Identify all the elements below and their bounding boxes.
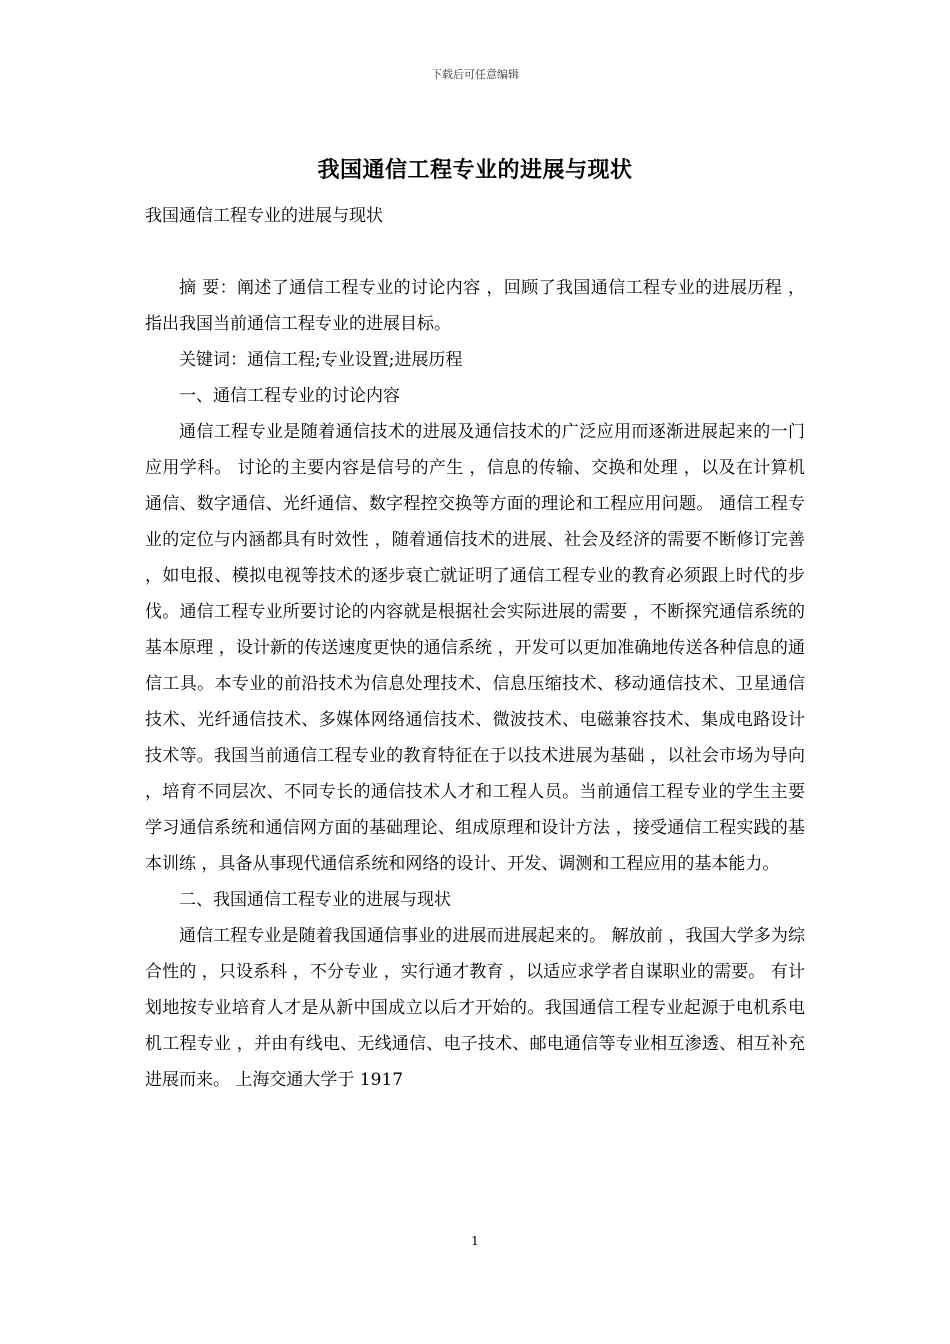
document-subtitle: 我国通信工程专业的进展与现状 [145,206,383,226]
section-2-body: 通信工程专业是随着我国通信事业的进展而进展起来的。 解放前 ，我国大学多为综合性的 ，只设系科 ，不分专业 ，实行通才教育 ，以适应求学者自谋职业的需要。 有计划地按专业培育人才是从新中国成立以后才开始的。我国通信工程专业起源于电机系电机工程专业 ，并由有线电、无线通信、电子技术、邮电通信等专业相互渗透、相互补充进展而来。 上海交通大学于 1917 [145,926,805,1090]
header-note: 下载后可任意编辑 [431,68,519,81]
section-1-heading: 一、通信工程专业的讨论内容 [179,386,400,406]
document-title: 我国通信工程专业的进展与现状 [317,157,633,183]
page-number: 1 [471,1234,479,1248]
keywords-paragraph: 关键词：通信工程;专业设置;进展历程 [179,350,463,370]
section-1-body: 通信工程专业是随着通信技术的进展及通信技术的广泛应用而逐渐进展起来的一门应用学科。 讨论的主要内容是信号的产生 ，信息的传输、交换和处理 ，以及在计算机通信、数字通信、光纤通信、数字程控交换等方面的理论和工程应用问题。 通信工程专业的定位与内涵都具有时效性 ，随着通信技术的进展、社会及经济的需要不断修订完善 ，如电报、模拟电视等技术的逐步衰亡就证明了通信工程专业的教育必须跟上时代的步伐。通信工程专业所要讨论的内容就是根据社会实际进展的需要 ，不断探究通信系统的基本原理 ，设计新的传送速度更快的通信系统 ，开发可以更加准确地传送各种信息的通信工具。本专业的前沿技术为信息处理技术、信息压缩技术、移动通信技术、卫星通信技术、光纤通信技术、多媒体网络通信技术、微波技术、电磁兼容技术、集成电路设计技术等。我国当前通信工程专业的教育特征在于以技术进展为基础 ，以社会市场为导向 ，培育不同层次、不同专长的通信技术人才和工程人员。当前通信工程专业的学生主要学习通信系统和通信网方面的基础理论、组成原理和设计方法 ，接受通信工程实践的基本训练 ，具备从事现代通信系统和网络的设计、开发、调测和工程应用的基本能力。 [145,422,805,874]
document-body [145,270,805,1098]
section-2-heading: 二、我国通信工程专业的进展与现状 [179,890,451,910]
abstract-paragraph: 摘 要：阐述了通信工程专业的讨论内容 ，回顾了我国通信工程专业的进展历程 ，指出我国当前通信工程专业的进展目标。 [145,278,805,334]
